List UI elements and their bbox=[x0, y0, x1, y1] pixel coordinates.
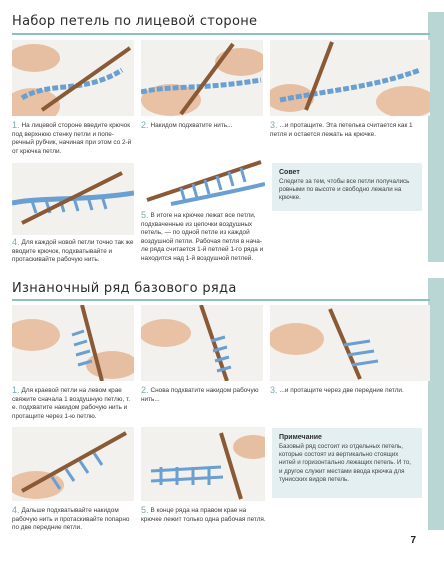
page-edge-tab bbox=[428, 278, 444, 530]
step-photo bbox=[12, 305, 134, 381]
step-caption: 5. В конце ряда на правом крае на крючке лежит только одна рабочая петля. bbox=[141, 505, 266, 523]
step-photo bbox=[12, 163, 134, 235]
section-title: Набор петель по лицевой стороне bbox=[12, 14, 258, 29]
step-photo bbox=[12, 40, 134, 116]
step-caption: 1. Для краевой петли на левом крае свяжите сначала 1 воздушную петлю, т. е. подхватите накидом рабочую нить и протащите через 1-ю петлю. bbox=[12, 385, 131, 420]
step-photo bbox=[270, 40, 430, 116]
step-photo bbox=[12, 427, 134, 501]
step-caption: 1. На лицевой стороне введите крючок под верхнюю стенку петли и поперечный рубчик, начиная при этом со 2-й от крючка петли. bbox=[12, 120, 132, 155]
note-box bbox=[272, 428, 422, 498]
step-caption: 2. Снова подхватите накидом рабочую нить... bbox=[141, 385, 259, 403]
step-photo bbox=[141, 305, 263, 381]
step-photo bbox=[141, 148, 265, 208]
step-caption: 5. В итоге на крючке лежат все петли, подхваченные из цепочки воздушных петель, — по одной петле из каждой воздушной петли. Рабочая петля в начале ряда считается 1-й петлей 1-го ряда и находится над 1-й воздушной петлей. bbox=[141, 210, 264, 262]
tip-box bbox=[272, 163, 422, 211]
note-title: Примечание bbox=[279, 434, 322, 441]
step-photo bbox=[141, 40, 263, 116]
note-text: Базовый ряд состоит из отдельных петель, которые состоят из вертикально стоящих нитей и горизонтально лежащих петель. И то, и другое служит местами ввода крючка для тунисских видов петель. bbox=[279, 443, 412, 483]
step-caption: 4. Дальше подхватывайте накидом рабочую нить и протаскивайте попарно по две передние петли. bbox=[12, 505, 130, 532]
step-caption: 4. Для каждой новой петли точно так же вводите крючок, подхватывайте и протаскивайте рабочую нить. bbox=[12, 237, 134, 264]
step-caption: 3. ...и протащите через две передние петли. bbox=[270, 385, 404, 395]
title-divider bbox=[12, 33, 430, 35]
section-title: Изнаночный ряд базового ряда bbox=[12, 281, 237, 296]
step-caption: 3. ...и протащите. Эта петелька считается как 1 петля и остается лежать на крючке. bbox=[270, 120, 413, 138]
tip-title: Совет bbox=[279, 169, 300, 176]
title-divider bbox=[12, 299, 430, 301]
tip-text: Следите за тем, чтобы все петли получались ровными по высоте и свободно лежали на крючке. bbox=[279, 178, 410, 202]
page-edge-tab bbox=[428, 12, 444, 262]
step-photo bbox=[270, 305, 430, 381]
page-number: 7 bbox=[410, 535, 416, 546]
step-photo bbox=[141, 427, 265, 501]
step-caption: 2. Накидом подхватите нить... bbox=[141, 120, 233, 130]
